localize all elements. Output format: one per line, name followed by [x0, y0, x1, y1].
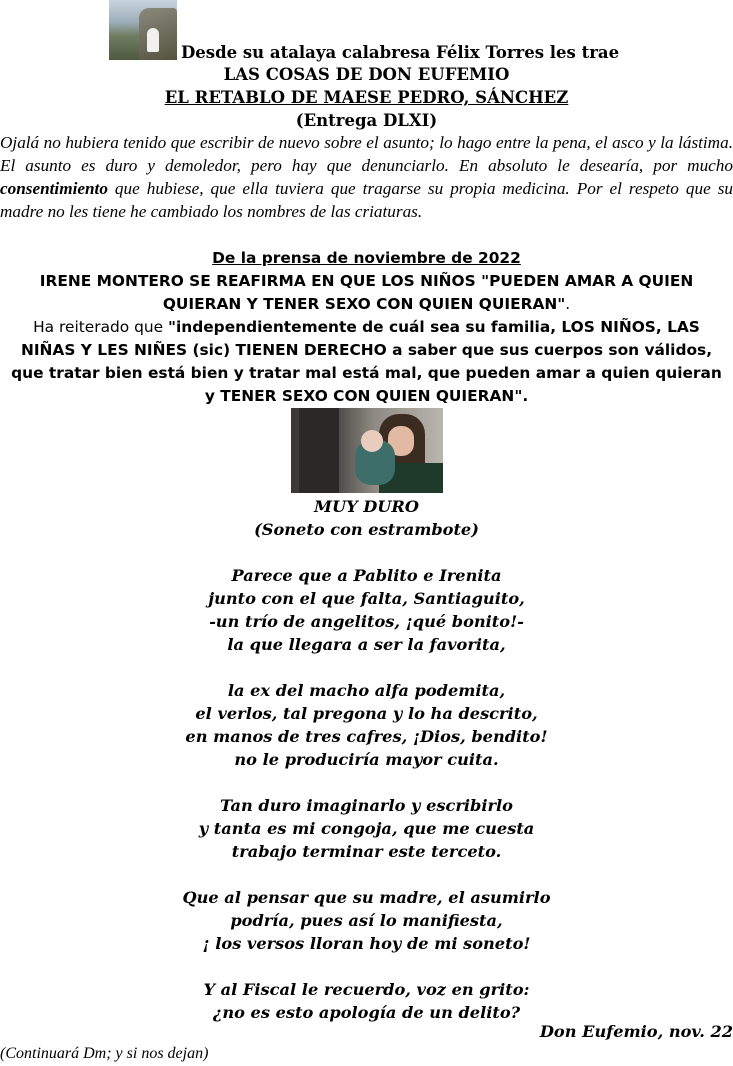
footer-note: (Continuará Dm; y si nos dejan) [0, 1045, 209, 1062]
news-headline-line-1: IRENE MONTERO SE REAFIRMA EN QUE LOS NIÑOS "PUEDEN AMAR A QUIEN [39, 272, 694, 290]
poem-subtitle: (Soneto con estrambote) [254, 520, 479, 539]
author-photo [109, 0, 177, 60]
poem-line: -un trío de angelitos, ¡qué bonito!- [209, 612, 524, 631]
installment-label: (Entrega DLXI) [295, 111, 438, 130]
poem-line: la que llegara a ser la favorita, [227, 635, 506, 654]
poem-line: trabajo terminar este terceto. [231, 842, 502, 861]
signature: Don Eufemio, nov. 22 [539, 1022, 733, 1041]
intro-bold-word: consentimiento [0, 179, 108, 198]
news-photo [291, 408, 443, 493]
poem-line: en manos de tres cafres, ¡Dios, bendito! [185, 727, 548, 746]
news-heading: De la prensa de noviembre de 2022 [212, 249, 521, 267]
header-line-1: Desde su atalaya calabresa Félix Torres les trae [181, 43, 620, 62]
poem-title: MUY DURO [314, 497, 419, 516]
intro-paragraph: Ojalá no hubiera tenido que escribir de nuevo sobre el asunto; lo hago entre la pena, el asco y la lástima. El asunto es duro y demoledor, pero hay que denunciarlo. En absoluto le desearía, por mucho consentimiento que hubiese, que ella tuviera que tragarse su propia medicina. Por el respeto que su madre no les tiene he cambiado los nombres de las criaturas. [0, 133, 733, 221]
poem-line: no le produciría mayor cuita. [234, 750, 499, 769]
poem-line: Que al pensar que su madre, el asumirlo [182, 888, 551, 907]
article-title: EL RETABLO DE MAESE PEDRO, SÁNCHEZ [164, 88, 569, 107]
poem-line: la ex del macho alfa podemita, [227, 681, 506, 700]
poem-line: podría, pues así lo manifiesta, [230, 911, 503, 930]
news-headline-line-2: QUIERAN Y TENER SEXO CON QUIEN QUIERAN". [162, 295, 571, 313]
poem-line: Y al Fiscal le recuerdo, voz en grito: [203, 980, 530, 999]
series-title: LAS COSAS DE DON EUFEMIO [223, 65, 510, 84]
poem-line: Tan duro imaginarlo y escribirlo [220, 796, 513, 815]
poem-line: junto con el que falta, Santiaguito, [208, 589, 525, 608]
poem-line: y tanta es mi congoja, que me cuesta [198, 819, 535, 838]
news-quote-line-3: que tratar bien está bien y tratar mal está mal, que pueden amar a quien quieran [11, 364, 722, 382]
poem-line: ¡ los versos lloran hoy de mi soneto! [202, 934, 531, 953]
poem-line: ¿no es esto apología de un delito? [212, 1003, 521, 1022]
news-quote-line-2: NIÑAS Y LES NIÑES (sic) TIENEN DERECHO a saber que sus cuerpos son válidos, [20, 341, 713, 359]
news-quote-line-4: y TENER SEXO CON QUIEN QUIERAN". [204, 387, 529, 405]
poem-line: el verlos, tal pregona y lo ha descrito, [195, 704, 538, 723]
news-quote-line-1: Ha reiterado que "independientemente de cuál sea su familia, LOS NIÑOS, LAS [33, 318, 700, 336]
poem-line: Parece que a Pablito e Irenita [231, 566, 502, 585]
